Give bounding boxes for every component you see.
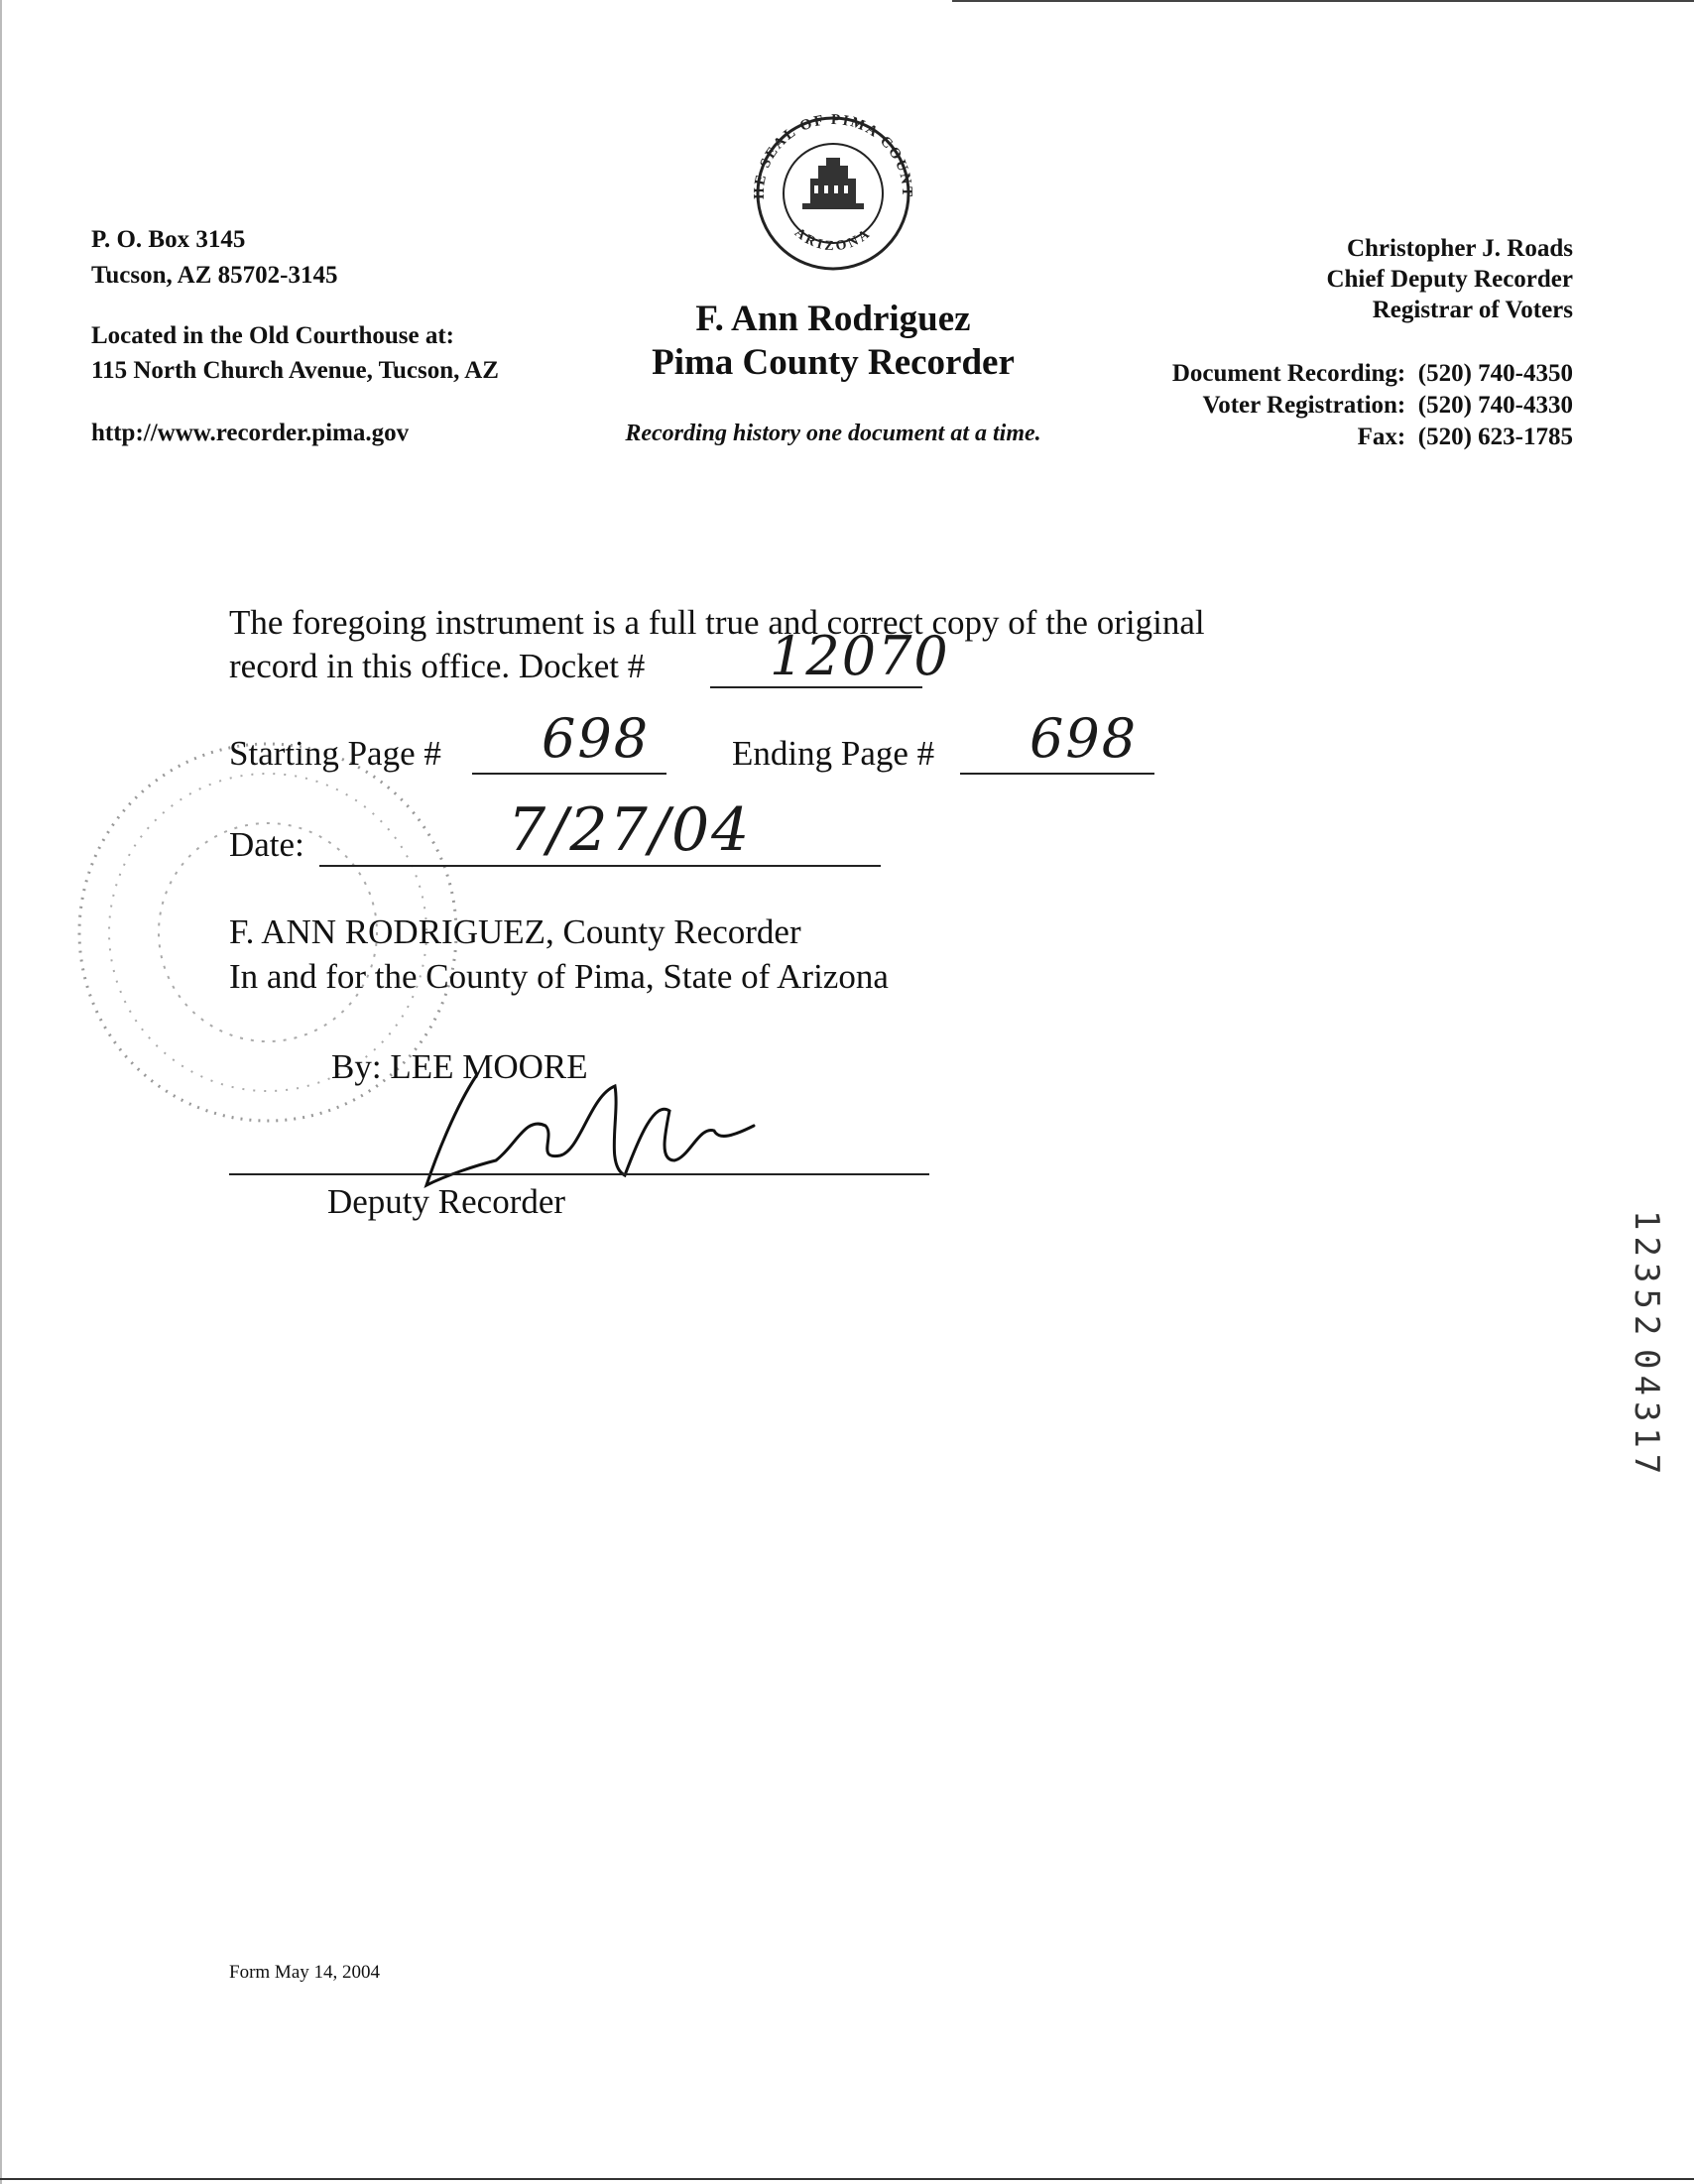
- scan-border-left: [0, 0, 2, 2184]
- county-line: In and for the County of Pima, State of Arizona: [229, 957, 889, 996]
- ending-page-value: 698: [1029, 707, 1139, 770]
- form-date: Form May 14, 2004: [229, 1962, 380, 1983]
- deputy-name: Christopher J. Roads: [1346, 235, 1573, 262]
- cert-line-1: The foregoing instrument is a full true and correct copy of the original: [229, 603, 1205, 642]
- svg-text:THE SEAL OF PIMA COUNTY: HE SEAL OF PIMA COUNT: [751, 114, 915, 200]
- date-value: 7/27/04: [508, 795, 752, 865]
- date-label: Date:: [229, 825, 304, 864]
- side-number-part1: 12352: [1627, 1210, 1666, 1342]
- date-field: [319, 795, 881, 867]
- starting-page-value: 698: [542, 707, 651, 770]
- scan-border-top: [952, 0, 1694, 2]
- ending-page-label: Ending Page #: [732, 734, 935, 773]
- recorder-title: Pima County Recorder: [652, 342, 1015, 383]
- side-number-part2: 04317: [1627, 1349, 1666, 1481]
- scan-border-bottom: [0, 2178, 1694, 2180]
- registrar: Registrar of Voters: [1372, 297, 1573, 323]
- address: 115 North Church Avenue, Tucson, AZ: [91, 357, 499, 384]
- located-label: Located in the Old Courthouse at:: [91, 322, 454, 349]
- docket-field: [710, 625, 950, 688]
- phone-voter-registration: Voter Registration: (520) 740-4330: [1202, 392, 1573, 419]
- phone-list: [1071, 358, 1573, 453]
- cert-line-2: [229, 645, 645, 688]
- docket-label: record in this office. Docket #: [229, 647, 646, 685]
- county-seal: [739, 114, 927, 273]
- website-url: http://www.recorder.pima.gov: [91, 420, 410, 446]
- tagline: Recording history one document at a time.: [625, 421, 1041, 446]
- by-line: By: LEE MOORE: [331, 1047, 588, 1086]
- phone-document-recording: Document Recording: (520) 740-4350: [1171, 360, 1573, 387]
- docket-number: 12070: [770, 625, 950, 687]
- starting-page-label: Starting Page #: [229, 734, 441, 773]
- po-box: P. O. Box 3145: [91, 226, 246, 253]
- deputy-title: Chief Deputy Recorder: [1326, 266, 1573, 293]
- signature: [417, 1066, 793, 1195]
- starting-page-field: [472, 707, 666, 775]
- recorder-name: F. Ann Rodriguez: [695, 299, 971, 339]
- ending-page-field: [960, 707, 1154, 775]
- svg-text:ARIZONA: ARIZONA: [791, 225, 875, 255]
- recorder-line: F. ANN RODRIGUEZ, County Recorder: [229, 912, 801, 951]
- deputy-recorder-label: Deputy Recorder: [327, 1182, 566, 1221]
- signature-line: [229, 1173, 929, 1175]
- phone-fax: Fax: (520) 623-1785: [1357, 424, 1573, 450]
- city-line: Tucson, AZ 85702-3145: [91, 262, 338, 289]
